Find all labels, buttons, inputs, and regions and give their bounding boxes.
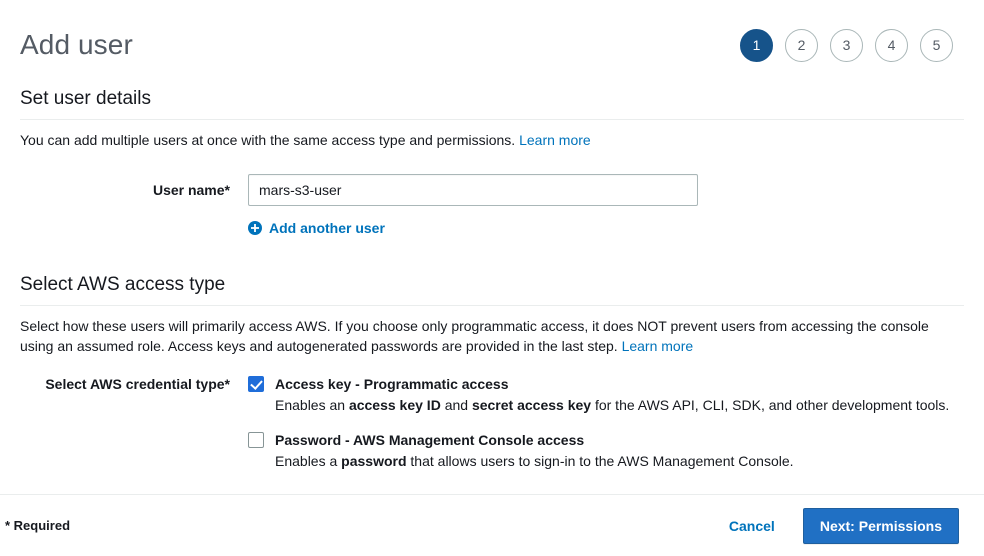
- section-divider: [20, 119, 964, 120]
- username-control: [248, 174, 964, 238]
- username-row: [20, 174, 964, 238]
- user-details-description: [20, 130, 964, 150]
- console-access-checkbox[interactable]: [248, 432, 264, 448]
- desc-part: and: [440, 397, 472, 413]
- programmatic-access-description: [275, 396, 964, 415]
- step-3[interactable]: 3: [830, 29, 863, 62]
- console-access-body: [275, 431, 964, 471]
- next-permissions-button[interactable]: Next: Permissions: [803, 508, 959, 544]
- add-another-user-button[interactable]: [248, 220, 385, 236]
- credential-type-row: [20, 375, 964, 487]
- user-details-description-text: You can add multiple users at once with the same access type and permissions.: [20, 132, 516, 148]
- access-type-description: [20, 316, 964, 356]
- access-section-divider: [20, 305, 964, 306]
- access-type-description-text: Select how these users will primarily access AWS. If you choose only programmatic access, it does NOT prevent users from accessing the console using an assumed role. Access keys and autogenerated passwords are provided in the last step.: [20, 318, 929, 354]
- page-content: [0, 88, 984, 487]
- user-details-learn-more-link[interactable]: Learn more: [519, 132, 591, 148]
- username-input[interactable]: [248, 174, 698, 206]
- access-type-learn-more-link[interactable]: Learn more: [621, 338, 694, 354]
- cancel-button[interactable]: Cancel: [727, 514, 777, 538]
- credential-type-options: [248, 375, 964, 487]
- footer-actions: [727, 508, 959, 544]
- step-2[interactable]: 2: [785, 29, 818, 62]
- access-type-section: [20, 274, 964, 487]
- step-4[interactable]: 4: [875, 29, 908, 62]
- page-header: [0, 0, 984, 72]
- option-console-access[interactable]: [248, 431, 964, 471]
- page-footer: [0, 494, 984, 556]
- programmatic-access-checkbox[interactable]: [248, 376, 264, 392]
- step-indicator: [740, 29, 960, 62]
- desc-part-bold: password: [341, 453, 407, 469]
- desc-part: Enables a: [275, 453, 342, 469]
- desc-part-bold: access key ID: [348, 397, 441, 413]
- desc-part: for the AWS API, CLI, SDK, and other development tools.: [591, 397, 950, 413]
- desc-part-bold: secret access key: [471, 397, 592, 413]
- programmatic-access-title: Access key - Programmatic access: [275, 376, 509, 392]
- plus-circle-icon: [248, 221, 262, 235]
- desc-part: Enables an: [275, 397, 349, 413]
- access-type-section-title: Select AWS access type: [20, 274, 226, 295]
- step-5[interactable]: 5: [920, 29, 953, 62]
- console-access-description: [275, 452, 964, 471]
- page-title: Add user: [20, 29, 133, 60]
- step-1[interactable]: 1: [740, 29, 773, 62]
- user-details-section-title: Set user details: [20, 88, 151, 109]
- add-another-user-label: Add another user: [269, 220, 385, 236]
- credential-type-label: Select AWS credential type*: [45, 376, 230, 392]
- programmatic-access-body: [275, 375, 964, 415]
- console-access-title: Password - AWS Management Console access: [275, 432, 585, 448]
- required-note: * Required: [5, 518, 71, 533]
- option-programmatic-access[interactable]: [248, 375, 964, 415]
- desc-part: that allows users to sign-in to the AWS Management Console.: [406, 453, 794, 469]
- username-label: User name*: [152, 182, 230, 198]
